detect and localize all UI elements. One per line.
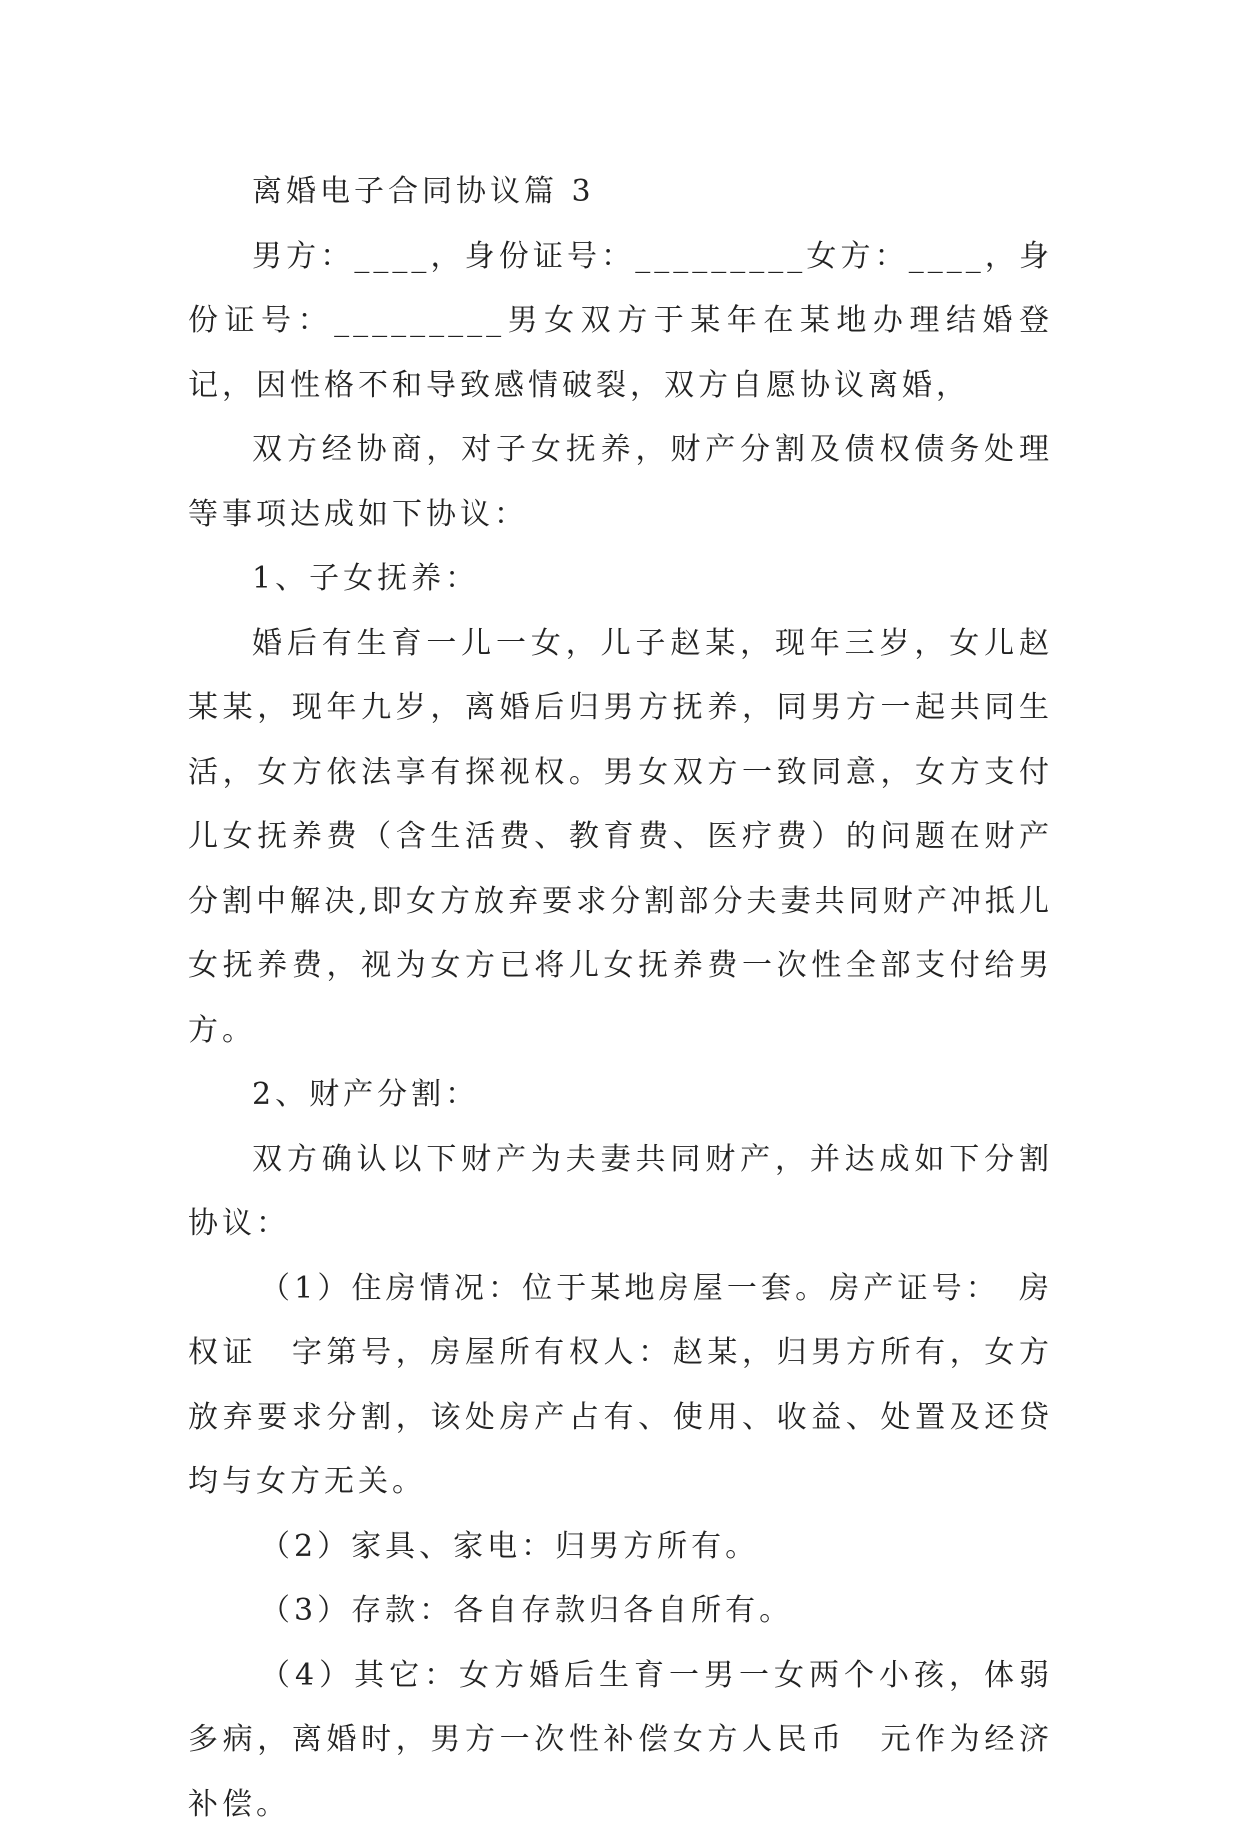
property-intro-paragraph: 双方确认以下财产为夫妻共同财产，并达成如下分割协议： (188, 1128, 1053, 1257)
property-item-other: （4）其它：女方婚后生育一男一女两个小孩，体弱多病，离婚时，男方一次性补偿女方人民币 元作为经济补偿。 (188, 1644, 1053, 1837)
document-body (188, 160, 1053, 1837)
section-heading-child-custody: 1、子女抚养： (188, 547, 1053, 612)
section-heading-property-division: 2、财产分割： (188, 1063, 1053, 1128)
property-item-furniture: （2）家具、家电：归男方所有。 (188, 1515, 1053, 1580)
parties-paragraph: 男方：____，身份证号：_________女方：____，身份证号：_________男女双方于某年在某地办理结婚登记，因性格不和导致感情破裂，双方自愿协议离婚， (188, 225, 1053, 419)
property-item-housing: （1）住房情况：位于某地房屋一套。房产证号： 房权证 字第号，房屋所有权人：赵某，归男方所有，女方放弃要求分割，该处房产占有、使用、收益、处置及还贷均与女方无关。 (188, 1257, 1053, 1515)
agreement-intro-paragraph: 双方经协商，对子女抚养，财产分割及债权债务处理等事项达成如下协议： (188, 418, 1053, 547)
document-title: 离婚电子合同协议篇 3 (188, 160, 1053, 225)
child-custody-paragraph: 婚后有生育一儿一女，儿子赵某，现年三岁，女儿赵某某，现年九岁，离婚后归男方抚养，同男方一起共同生活，女方依法享有探视权。男女双方一致同意，女方支付儿女抚养费（含生活费、教育费、医疗费）的问题在财产分割中解决,即女方放弃要求分割部分夫妻共同财产冲抵儿女抚养费，视为女方已将儿女抚养费一次性全部支付给男方。 (188, 612, 1053, 1064)
property-item-deposits: （3）存款：各自存款归各自所有。 (188, 1579, 1053, 1644)
